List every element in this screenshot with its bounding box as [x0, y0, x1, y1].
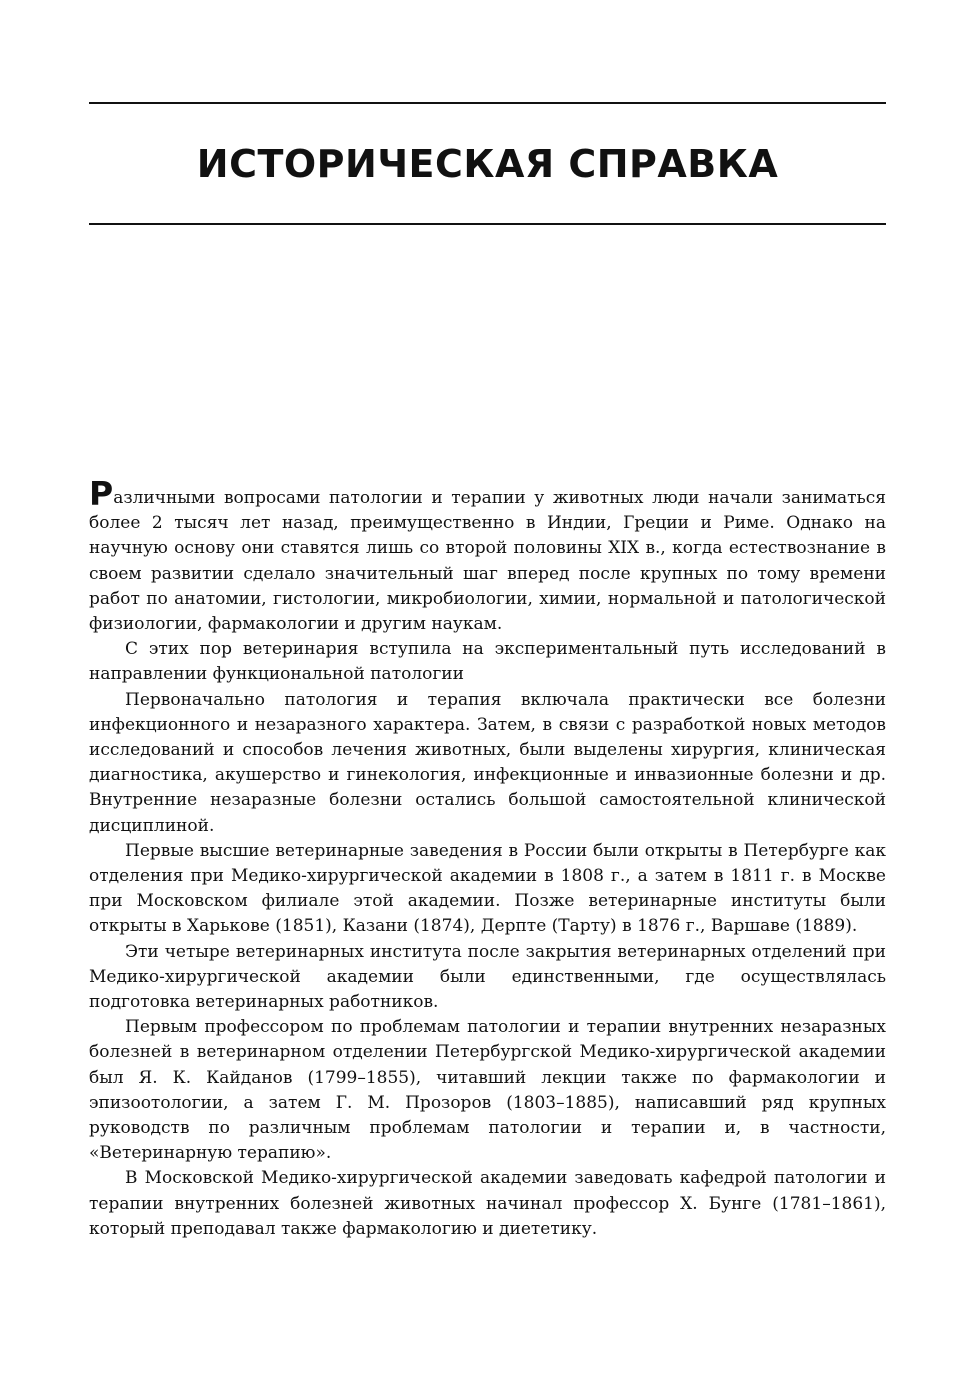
paragraph-2: С этих пор ветеринария вступила на экспериментальный путь исследований в направлении функциональной патологии: [89, 639, 886, 685]
paragraph-4: Первые высшие ветеринарные заведения в России были открыты в Петербурге как отделения при Медико-хирургической академии в 1808 г., а затем в 1811 г. в Москве при Московском филиале этой академии. Позже ветеринарные институты были открыты в Харькове (1851), Казани (1874), Дерпте (Тарту) в 1876 г., Варшаве (1889).: [89, 840, 886, 937]
drop-cap: Р: [89, 474, 114, 513]
paragraph-1: [89, 474, 886, 637]
paragraph-5: Эти четыре ветеринарных института после закрытия ветеринарных отделений при Медико-хирургической академии были единственными, где осуществлялась подготовка ветеринарных работников.: [89, 941, 886, 1013]
bottom-rule: [89, 223, 886, 225]
paragraph-1-text: азличными вопросами патологии и терапии у животных люди начали заниматься более 2 тысяч лет назад, преимущественно в Индии, Греции и Риме. Однако на научную основу они ставятся лишь со второй половины XIX в., когда естествознание в своем развитии сделало значительный шаг вперед после крупных по тому времени работ по анатомии, гистологии, микробиологии, химии, нормальной и патологической физиологии, фармакологии и другим наукам.: [89, 488, 886, 635]
top-rule: [89, 102, 886, 104]
body-text: [89, 474, 886, 1242]
paragraph-3: Первоначально патология и терапия включала практически все болезни инфекционного и незаразного характера. Затем, в связи с разработкой новых методов исследований и способов лечения животных, были выделены хирургия, клиническая диагностика, акушерство и гинекология, инфекционные и инвазионные болезни и др. Внутренние незаразные болезни остались большой самостоятельной клинической дисциплиной.: [89, 689, 886, 836]
page-title: ИСТОРИЧЕСКАЯ СПРАВКА: [196, 142, 779, 186]
paragraph-7: В Московской Медико-хирургической академии заведовать кафедрой патологии и терапии внутренних болезней животных начинал профессор Х. Бунге (1781–1861), который преподавал также фармакологию и диететику.: [89, 1168, 886, 1239]
paragraph-6: Первым профессором по проблемам патологии и терапии внутренних незаразных болезней в ветеринарном отделении Петербургской Медико-хирургической академии был Я. К. Кайданов (1799–1855), читавший лекции также по фармакологии и эпизоотологии, а затем Г. М. Прозоров (1803–1885), написавший ряд крупных руководств по различным проблемам патологии и терапии и, в частности, «Ветеринарную терапию».: [89, 1017, 886, 1164]
